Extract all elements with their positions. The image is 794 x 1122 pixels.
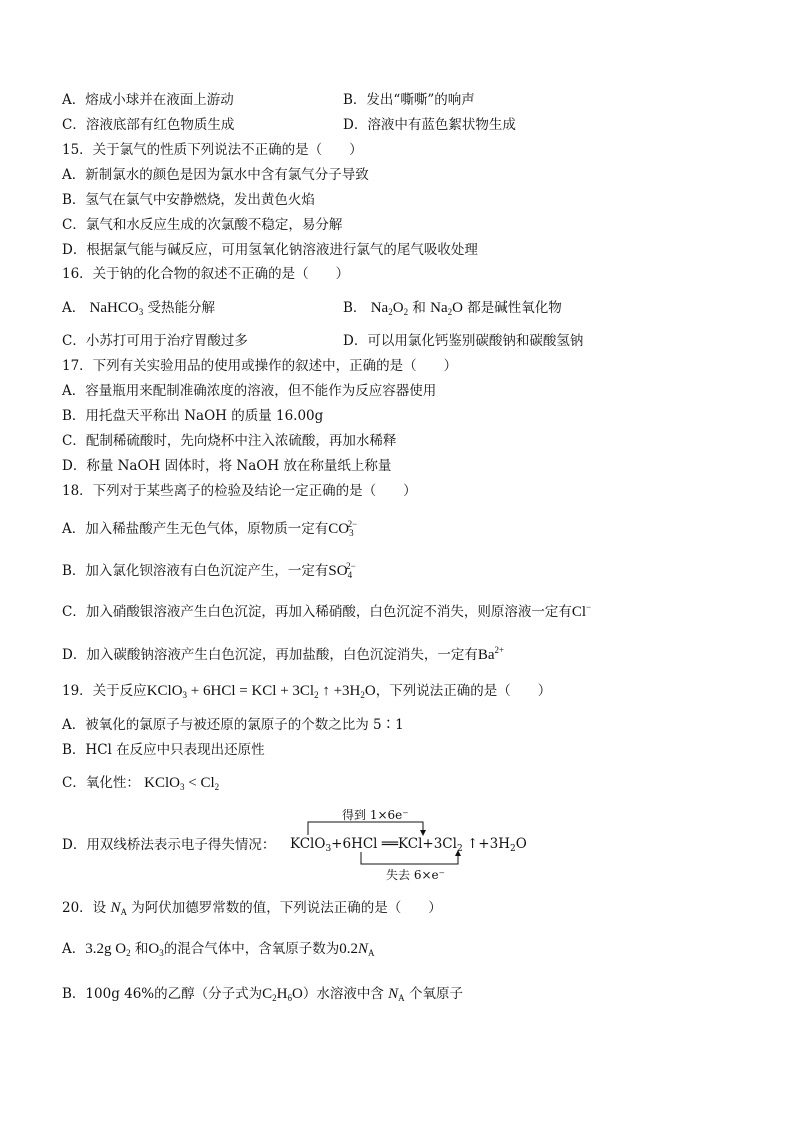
q19-option-b: B．HCl 在反应中只表现出还原性 bbox=[62, 742, 265, 758]
q20-b-mid: ）水溶液中含 bbox=[302, 986, 384, 1002]
q16-a-prefix: A． bbox=[62, 300, 86, 316]
oxygen-atom-count: $0.2N_A$ bbox=[339, 941, 375, 958]
q16-option-b bbox=[343, 299, 562, 321]
q19-option-d: D．用双线桥法表示电子得失情况： bbox=[62, 837, 276, 853]
q15-option-a: A．新制氯水的颜色是因为氯水中含有氯气分子导致 bbox=[62, 167, 369, 183]
q14-option-d: D．溶液中有蓝色絮状物生成 bbox=[343, 117, 516, 133]
q16-option-a bbox=[62, 299, 215, 321]
q19-option-c bbox=[62, 774, 219, 796]
q14-option-b: B．发出“嘶嘶”的响声 bbox=[343, 92, 475, 108]
oxidizer-comparison: KClO$_3$ < $Cl_2$ bbox=[144, 775, 220, 792]
q14-option-a: A．熔成小球并在液面上游动 bbox=[62, 92, 234, 108]
q19-c-prefix: C．氧化性： bbox=[62, 775, 140, 791]
formula-ethanol: $C_2H_6O$ bbox=[262, 986, 303, 1003]
q18-option-b bbox=[62, 557, 356, 584]
q18-b-text: B．加入氯化钡溶液有白色沉淀产生，一定有 bbox=[62, 563, 329, 579]
q17-option-b: B．用托盘天平称出 NaOH 的质量 16.00g bbox=[62, 408, 324, 424]
q18-d-text: D．加入碳酸钠溶液产生白色沉淀，再加盐酸，白色沉淀消失，一定有 bbox=[62, 647, 478, 663]
q18-a-text: A．加入稀盐酸产生无色气体，原物质一定有 bbox=[62, 521, 329, 537]
q18-option-d bbox=[62, 641, 504, 664]
q16-option-d: D．可以用氯化钙鉴别碳酸钠和碳酸氢钠 bbox=[343, 333, 584, 349]
q20-stem-prefix: 20．设 bbox=[62, 900, 107, 916]
mass-value: 3.2g $O_2$ bbox=[85, 941, 131, 958]
formula-o3: $O_3$ bbox=[148, 941, 164, 958]
formula-nahco3: NaHCO$_3$ bbox=[89, 300, 144, 317]
formula-na2o: $Na_2O$ bbox=[430, 300, 463, 317]
ion-carbonate: $CO_3^{2-}$ bbox=[328, 519, 358, 538]
ion-barium: $Ba^{2+}$ bbox=[477, 645, 505, 663]
q15-stem: 15．关于氯气的性质下列说法不正确的是（ ） bbox=[62, 142, 363, 158]
q20-b-prefix: B．100g 46%的乙醇（分子式为 bbox=[62, 986, 263, 1002]
electron-gain-label: 得到 1×6e⁻ bbox=[342, 808, 409, 822]
q17-stem: 17．下列有关实验用品的使用或操作的叙述中，正确的是（ ） bbox=[62, 358, 458, 374]
q17-option-a: A．容量瓶用来配制准确浓度的溶液，但不能作为反应容器使用 bbox=[62, 383, 437, 399]
q20-stem-suffix: 为阿伏加德罗常数的值，下列说法正确的是（ ） bbox=[131, 900, 442, 916]
q16-b-prefix: B． bbox=[343, 300, 367, 316]
q20-b-suffix: 个氧原子 bbox=[408, 986, 463, 1002]
q20-a-prefix: A． bbox=[62, 941, 86, 957]
q20-option-b bbox=[62, 985, 463, 1007]
q17-option-d: D．称量 NaOH 固体时，将 NaOH 放在称量纸上称量 bbox=[62, 458, 392, 474]
q18-stem: 18．下列对于某些离子的检验及结论一定正确的是（ ） bbox=[62, 483, 417, 499]
formula-na2o2: $Na_2O_2$ bbox=[370, 300, 409, 317]
q20-a-mid1: 和 bbox=[134, 941, 149, 957]
reaction-equation: KClO$_3$ + 6HCl = KCl + $3Cl_2$ ↑ $+3H_2O$ bbox=[146, 683, 376, 700]
q19-stem-prefix: 19．关于反应 bbox=[62, 683, 147, 699]
q18-option-a bbox=[62, 515, 357, 542]
q15-option-d: D．根据氯气能与碱反应，可用氢氧化钠溶液进行氯气的尾气吸收处理 bbox=[62, 242, 478, 258]
q17-option-c: C．配制稀硫酸时，先向烧杯中注入浓硫酸，再加水稀释 bbox=[62, 433, 397, 449]
q14-option-c: C．溶液底部有红色物质生成 bbox=[62, 117, 235, 133]
avogadro-symbol: $N_A$ bbox=[110, 900, 127, 917]
q19-stem bbox=[62, 682, 551, 704]
q16-b-suffix: 都是碱性氧化物 bbox=[467, 300, 562, 316]
q19-stem-suffix: ，下列说法正确的是（ ） bbox=[375, 683, 552, 699]
electron-loss-label: 失去 6×e⁻ bbox=[386, 868, 445, 882]
q16-a-suffix: 受热能分解 bbox=[147, 300, 216, 316]
q15-option-b: B．氢气在氯气中安静燃烧，发出黄色火焰 bbox=[62, 192, 315, 208]
avogadro-symbol-b: $N_A$ bbox=[388, 986, 405, 1003]
ion-sulfate: $SO_4^{2-}$ bbox=[328, 561, 356, 580]
q16-b-mid: 和 bbox=[412, 300, 426, 316]
q20-a-mid2: 的混合气体中，含氧原子数为 bbox=[163, 941, 340, 957]
diagram-equation: KClO$_3$+6HCl $══KCl+3Cl_2$ $↑+3H_2O$ bbox=[290, 836, 527, 854]
q16-option-c: C．小苏打可用于治疗胃酸过多 bbox=[62, 333, 248, 349]
q19-option-a: A．被氧化的氯原子与被还原的氯原子的个数之比为 5∶1 bbox=[62, 717, 404, 733]
q20-stem bbox=[62, 899, 442, 921]
q15-option-c: C．氯气和水反应生成的次氯酸不稳定，易分解 bbox=[62, 217, 343, 233]
double-bridge-diagram bbox=[286, 806, 546, 884]
q16-stem: 16．关于钠的化合物的叙述不正确的是（ ） bbox=[62, 266, 350, 282]
q18-option-c bbox=[62, 598, 591, 621]
q20-option-a bbox=[62, 940, 375, 962]
ion-chloride: Cl− bbox=[571, 602, 592, 620]
q18-c-text: C．加入硝酸银溶液产生白色沉淀，再加入稀硝酸，白色沉淀不消失，则原溶液一定有 bbox=[62, 604, 572, 620]
